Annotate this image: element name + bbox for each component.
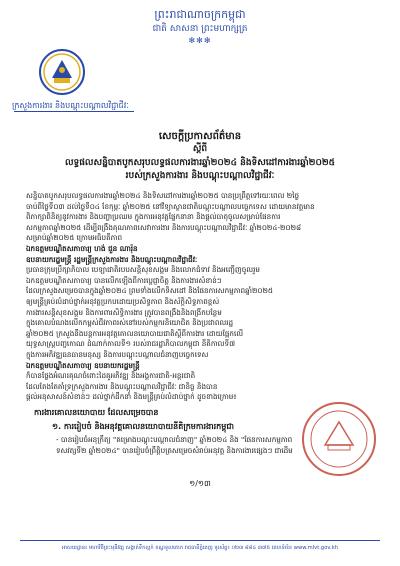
official-seal-stamp <box>300 400 378 478</box>
section-heading: ការងារគោលនយោបាយ ដែលសម្រេចបាន <box>34 408 159 417</box>
national-motto: ជាតិ សាសនា ព្រះមហាក្សត្រ <box>152 24 248 34</box>
page-number: ១/១៣ <box>189 479 211 488</box>
item-body-line: - បានរៀបចំអនុក្រឹត្យ "គម្រោងបណ្តុះបណ្តាលជំនាញ" ឆ្នាំ២០២៤ និង "ផែនការសកម្មភាព <box>56 435 293 444</box>
press-release-about: ស្តីពី <box>192 144 208 154</box>
body-line: ឯកឧត្តមបណ្ឌិតសភាចារ្យ ឧបនាយករដ្ឋមន្ត្រី <box>26 360 140 370</box>
body-line: សកម្មភាពឆ្នាំ២០២៥ ដើម្បីពង្រឹងគុណភាពសេវាការងារ និងការបណ្តុះបណ្តាលវិជ្ជាជីវៈ ឆ្នាំ២០២៤-២០២៨ <box>26 222 302 232</box>
body-line: ប្រធានក្រុមប្រឹក្សាភិបាល បេឡាជាតិរបបសន្តិសុខសង្គម និងលោកជំទាវ និងអញ្ជើញចូលរួម <box>26 265 260 275</box>
body-line: ផ្តល់អនុសាសន៍សំខាន់ៗ ដល់ថ្នាក់ដឹកនាំ និងមន្ត្រីគ្រប់លំដាប់ថ្នាក់ ដូចខាងក្រោម៖ <box>26 392 237 402</box>
body-line: ក្នុងគោលបំណងលើកកម្ពស់ជីវភាពរស់នៅរបស់កម្មករនិយោជិត និងប្រជាពលរដ្ឋ <box>26 318 234 328</box>
body-line: ក្នុងការអភិវឌ្ឍធនធានមនុស្ស និងការបណ្តុះបណ្តាលជំនាញបច្ចេកទេស <box>26 349 209 359</box>
subject-line: របស់ក្រសួងការងារ និងបណ្តុះបណ្តាលវិជ្ជាជីវៈ <box>125 171 275 181</box>
press-release-title: សេចក្តីប្រកាសព័ត៌មាន <box>158 131 242 142</box>
body-line: ឯកឧត្តមបណ្ឌិតសភាចារ្យ បានលើកឡើងពីការប្តេជ្ញាចិត្ត និងការងារសំខាន់ៗ <box>26 275 222 285</box>
item-number: ១. <box>52 422 62 431</box>
body-line: ឆ្នាំ២០២៥ ក្រសួងនឹងបន្តការអនុវត្តគោលនយោបាយជាតិស្តីពីការងារ ដោយផ្អែកលើ <box>26 328 244 338</box>
ornament-divider: ✻✻✻ <box>188 36 212 45</box>
body-line: ចាប់ពីថ្ងៃទី០៣ ដល់ថ្ងៃទី០៤ ខែកុម្ភៈ ឆ្នាំ២០២៥ នៅវិទ្យាស្ថានជាតិបណ្តុះបណ្តាលបច្ចេកទេស ដោយមានវត្តមាន <box>26 201 315 211</box>
kingdom-title: ព្រះរាជាណាចក្រកម្ពុជា <box>154 8 246 21</box>
body-line: ដែលក្រសួងសម្រេចបានក្នុងឆ្នាំ២០២៤ ព្រមទាំងលើកទិសដៅ និងផែនការសកម្មភាពឆ្នាំ២០២៥ <box>26 286 274 296</box>
ministry-name: ក្រសួងការងារ និងបណ្តុះបណ្តាលវិជ្ជាជីវៈ <box>12 101 129 110</box>
ministry-underline <box>14 111 134 112</box>
footer-address: អាសយដ្ឋាន៖ មហាវិថីព្រះមុនីវង្ស សង្កាត់ទឹកល្អក់ ខណ្ឌទួលគោក រាជធានីភ្នំពេញ ទូរស័ព្ទ៖ ០២៣ ៨៨៤ ៣៧៥ គេហទំព័រ៖ www.mlvt.gov.kh <box>61 545 338 551</box>
body-line: សន្និបាតបូកសរុបលទ្ធផលការងារឆ្នាំ២០២៤ និងទិសដៅការងារឆ្នាំ២០២៥ បានប្រព្រឹត្តទៅរយៈពេល ២ថ្ងៃ <box>26 191 300 200</box>
body-line: ឯកឧត្តមបណ្ឌិតសភាចារ្យ ហង់ ជួន ណារ៉ុន <box>26 243 138 253</box>
body-line: ឧបនាយករដ្ឋមន្ត្រី រដ្ឋមន្ត្រីក្រសួងការងារ និងបណ្តុះបណ្តាលវិជ្ជាជីវៈ <box>26 254 198 264</box>
body-line: ក៏បានថ្លែងអំណរគុណចំពោះដៃគូអភិវឌ្ឍ និងអង្គការជាតិ-អន្តរជាតិ <box>26 371 196 381</box>
item-heading-text: ការរៀបចំ និងអនុវត្តគោលនយោបាយនីតិក្រមការងារកម្ពុជា <box>63 422 234 431</box>
subject-line: លទ្ធផលសន្និបាតបូកសរុបលទ្ធផលការងារឆ្នាំ២០២៤ និងទិសដៅការងារឆ្នាំ២០២៥ <box>64 158 336 168</box>
footer-divider <box>20 540 380 541</box>
body-line: ពិភាក្សាពិនិត្យនូវការងារ និងបញ្ហាប្រឈម ក្នុងការអនុវត្តផ្នែកនានា និងផ្តល់ធាតុចូលសម្រាប់ផែនការ <box>26 212 281 222</box>
body-line: ឲ្យមន្ត្រីគ្រប់លំដាប់ថ្នាក់អនុវត្តប្រកបដោយប្រសិទ្ធភាព និងស័ក្តិសិទ្ធភាពខ្ពស់ <box>26 296 220 306</box>
body-line: ការងារសន្តិសុខសង្គម និងការពារសិទ្ធិការងារ ត្រូវបានពង្រឹងនិងពង្រីកបន្ថែម <box>26 307 222 317</box>
body-line: សម្រាប់ឆ្នាំ២០២៥ ក្រោមអធិបតីភាព <box>26 233 123 243</box>
item-body-line: ទសវត្សទី២ ឆ្នាំ២០២៤" បានរៀបចំព្រឹត្តិបត្រសម្រេចសំរាប់អនុវត្ត និងការងារផ្សេងៗ ជាដើម <box>56 445 293 455</box>
body-line: ដែលតែងតែគាំទ្រក្រសួងការងារ និងបណ្តុះបណ្តាលវិជ្ជាជីវៈ ជានិច្ច និងបាន <box>26 381 218 391</box>
body-line: យុទ្ធសាស្ត្របញ្ចកោណ ដំណាក់កាលទី១ របស់រាជរដ្ឋាភិបាលកម្ពុជា នីតិកាលទី៧ <box>26 339 235 349</box>
press-release-subject <box>30 157 370 183</box>
ministry-logo <box>38 48 86 96</box>
body-paragraph <box>26 191 376 403</box>
